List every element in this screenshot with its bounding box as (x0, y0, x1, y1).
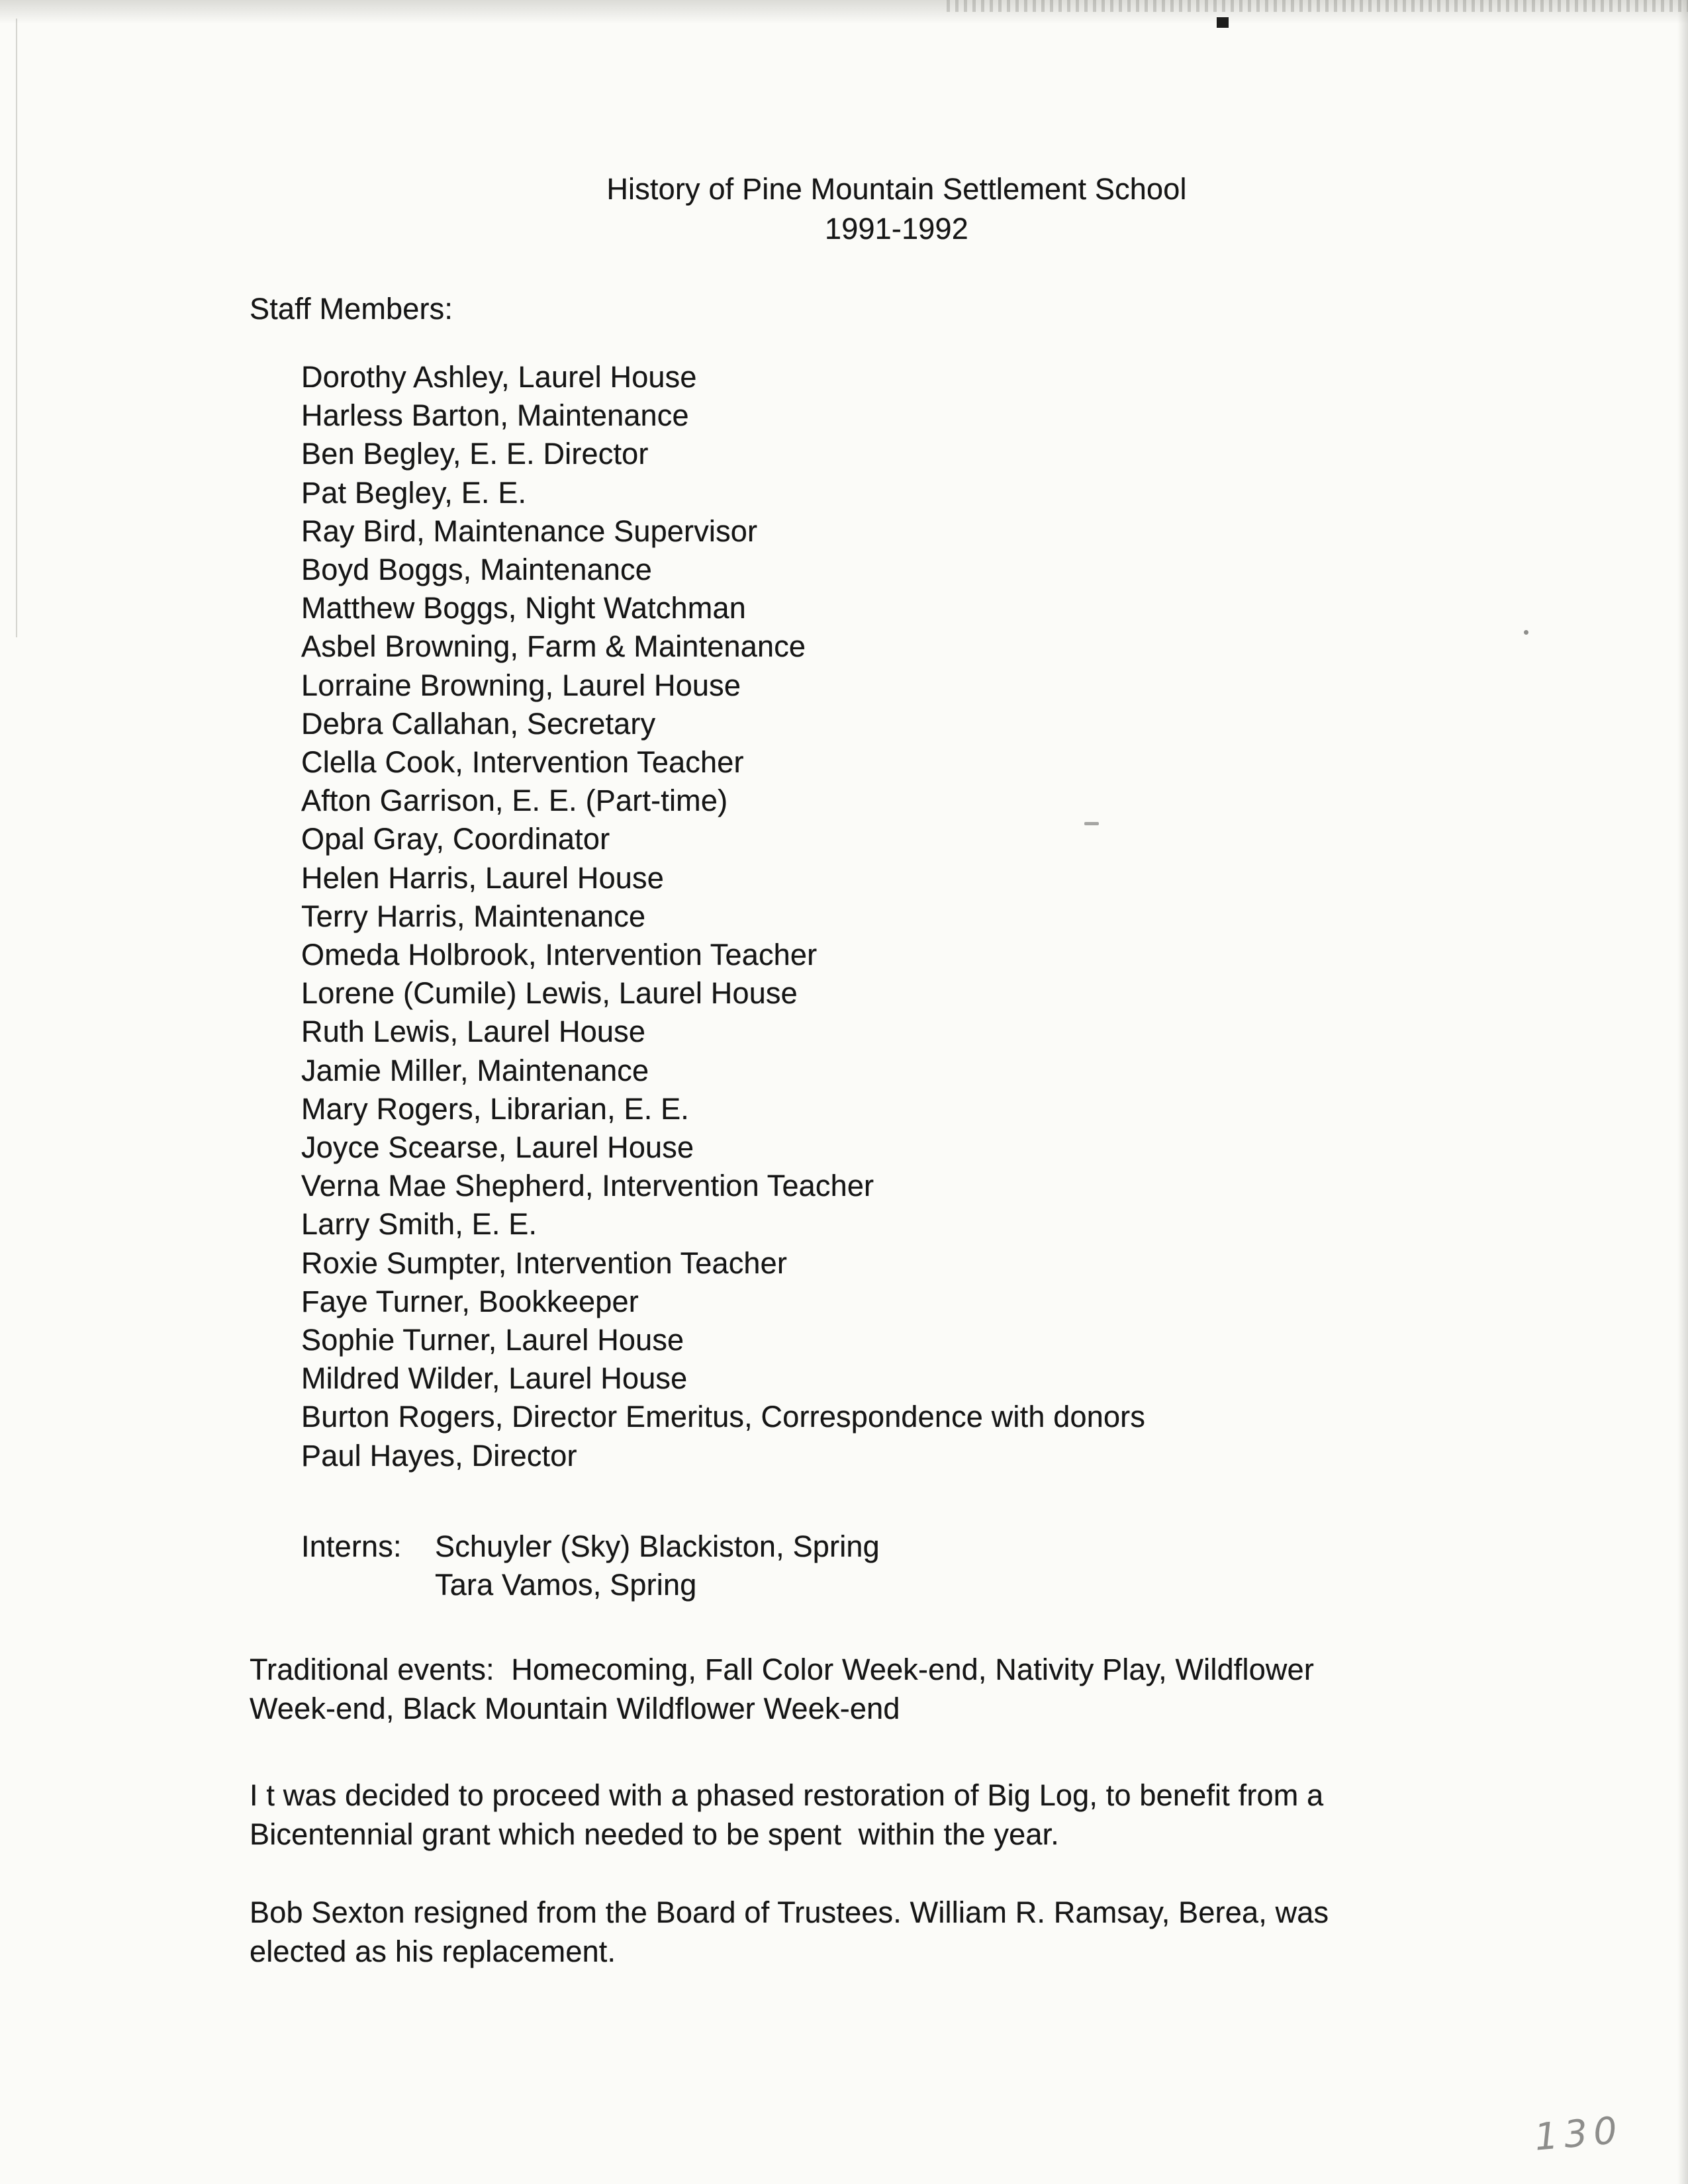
staff-list-item: Terry Harris, Maintenance (301, 899, 646, 933)
interns-list (435, 1527, 880, 1604)
staff-member-list (301, 358, 1145, 1475)
staff-list-item: Roxie Sumpter, Intervention Teacher (301, 1246, 788, 1280)
paragraph-big-log-restoration (250, 1776, 1527, 1854)
staff-list-item: Harless Barton, Maintenance (301, 398, 689, 433)
staff-list-item: Faye Turner, Bookkeeper (301, 1284, 639, 1318)
staff-list-item: Mildred Wilder, Laurel House (301, 1361, 688, 1396)
paragraph-line: Week-end, Black Mountain Wildflower Week-end (250, 1691, 900, 1725)
paragraph-line: Traditional events: Homecoming, Fall Color Week-end, Nativity Play, Wildflower (250, 1653, 1315, 1686)
staff-list-item: Lorraine Browning, Laurel House (301, 668, 741, 702)
paragraph-traditional-events (250, 1651, 1527, 1728)
interns-section (301, 1527, 880, 1604)
document-title-line1: History of Pine Mountain Settlement School (606, 172, 1187, 206)
staff-list-item: Pat Begley, E. E. (301, 475, 527, 510)
scan-artifact-ink-mark (1217, 17, 1229, 28)
paragraph-line: I t was decided to proceed with a phased restoration of Big Log, to benefit from a (250, 1778, 1324, 1812)
staff-list-item: Helen Harris, Laurel House (301, 860, 664, 895)
staff-list-item: Opal Gray, Coordinator (301, 822, 610, 856)
staff-list-item: Matthew Boggs, Night Watchman (301, 591, 746, 625)
paragraph-line: Bob Sexton resigned from the Board of Trustees. William R. Ramsay, Berea, was (250, 1895, 1329, 1929)
document-title-line2: 1991-1992 (824, 212, 968, 246)
staff-list-item: Paul Hayes, Director (301, 1438, 577, 1473)
staff-list-item: Clella Cook, Intervention Teacher (301, 745, 744, 780)
staff-list-item: Ray Bird, Maintenance Supervisor (301, 514, 758, 548)
staff-list-item: Boyd Boggs, Maintenance (301, 553, 652, 587)
staff-list-item: Verna Mae Shepherd, Intervention Teacher (301, 1169, 874, 1203)
paragraph-line: elected as his replacement. (250, 1934, 616, 1968)
staff-list-item: Ben Begley, E. E. Director (301, 437, 649, 471)
intern-list-item: Schuyler (Sky) Blackiston, Spring (435, 1529, 880, 1563)
staff-list-item: Lorene (Cumile) Lewis, Laurel House (301, 976, 798, 1011)
staff-list-item: Joyce Scearse, Laurel House (301, 1130, 694, 1165)
interns-label: Interns: (301, 1529, 402, 1563)
staff-list-item: Sophie Turner, Laurel House (301, 1323, 684, 1357)
staff-list-item: Burton Rogers, Director Emeritus, Correspondence with donors (301, 1400, 1146, 1434)
scan-artifact-right-edge (1677, 0, 1688, 2184)
staff-list-item: Larry Smith, E. E. (301, 1207, 538, 1242)
staff-list-item: Afton Garrison, E. E. (Part-time) (301, 784, 728, 818)
staff-list-item: Debra Callahan, Secretary (301, 706, 656, 741)
staff-list-item: Omeda Holbrook, Intervention Teacher (301, 938, 818, 972)
scan-artifact-left-line (16, 19, 17, 637)
intern-list-item: Tara Vamos, Spring (435, 1568, 697, 1602)
document-title (250, 169, 1544, 249)
staff-list-item: Asbel Browning, Farm & Maintenance (301, 629, 806, 664)
staff-members-heading: Staff Members: (250, 292, 453, 326)
paragraph-board-of-trustees (250, 1893, 1527, 1971)
staff-list-item: Ruth Lewis, Laurel House (301, 1015, 646, 1049)
staff-list-item: Jamie Miller, Maintenance (301, 1053, 649, 1087)
staff-list-item: Mary Rogers, Librarian, E. E. (301, 1091, 690, 1126)
paragraph-line: Bicentennial grant which needed to be spent within the year. (250, 1817, 1060, 1851)
staff-list-item: Dorothy Ashley, Laurel House (301, 360, 697, 394)
handwritten-page-number: 130 (1532, 2109, 1625, 2160)
scan-artifact-top-streaks (947, 0, 1688, 12)
scan-artifact-dot (1524, 630, 1528, 635)
